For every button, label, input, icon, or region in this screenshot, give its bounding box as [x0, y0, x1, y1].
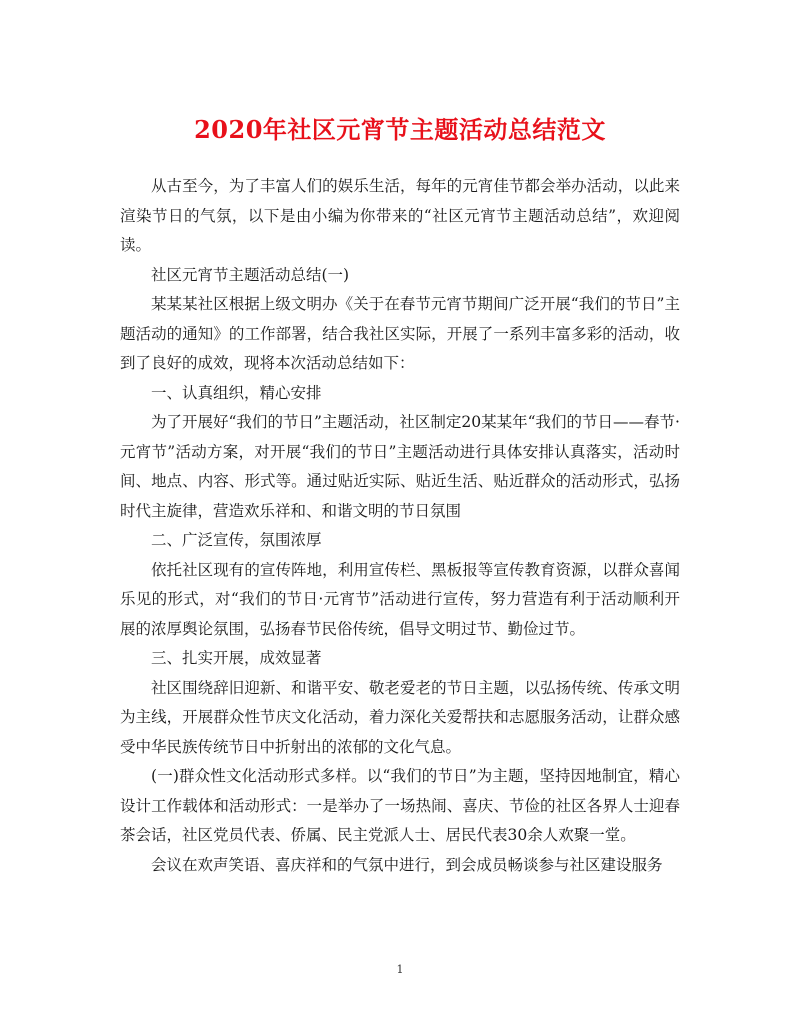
- paragraph-organize: 为了开展好“我们的节日”主题活动，社区制定20某某年“我们的节日——春节·元宵节”活动方案，对开展“我们的节日”主题活动进行具体安排认真落实，活动时间、地点、内容、形式等。通过贴近实际、贴近生活、贴近群众的活动形式，弘扬时代主旋律，营造欢乐祥和、和谐文明的节日氛围: [120, 413, 680, 520]
- paragraph-overview: 某某某社区根据上级文明办《关于在春节元宵节期间广泛开展“我们的节日”主题活动的通知》的工作部署，结合我社区实际，开展了一系列丰富多彩的活动，收到了良好的成效，现将本次活动总结如下：: [120, 295, 680, 372]
- paragraph-heading-organize: 一、认真组织，精心安排: [151, 383, 322, 402]
- document-body: [120, 172, 680, 880]
- paragraph-meeting: 会议在欢声笑语、喜庆祥和的气氛中进行，到会成员畅谈参与社区建设服务: [151, 855, 663, 874]
- paragraph-heading-results: 三、扎实开展，成效显著: [151, 649, 322, 667]
- paragraph-heading-publicity: 二、广泛宣传，氛围浓厚: [151, 531, 322, 549]
- paragraph-heading-summary-1: 社区元宵节主题活动总结(一): [151, 265, 350, 284]
- paragraph-cultural-activities: (一)群众性文化活动形式多样。以“我们的节日”为主题，坚持因地制宜，精心设计工作载体和活动形式：一是举办了一场热闹、喜庆、节俭的社区各界人士迎春茶会话，社区党员代表、侨属、民主党派人士、居民代表30余人欢聚一堂。: [120, 767, 680, 844]
- page-number: 1: [396, 963, 404, 976]
- paragraph-publicity: 依托社区现有的宣传阵地，利用宣传栏、黑板报等宣传教育资源，以群众喜闻乐见的形式，对“我们的节日·元宵节”活动进行宣传，努力营造有利于活动顺利开展的浓厚舆论氛围，弘扬春节民俗传统，倡导文明过节、勤俭过节。: [120, 560, 680, 638]
- document-title: 2020年社区元宵节主题活动总结范文: [194, 115, 606, 144]
- paragraph-results: 社区围绕辞旧迎新、和谐平安、敬老爱老的节日主题，以弘扬传统、传承文明为主线，开展群众性节庆文化活动，着力深化关爱帮扶和志愿服务活动，让群众感受中华民族传统节日中折射出的浓郁的文化气息。: [120, 678, 680, 756]
- paragraph-intro: 从古至今，为了丰富人们的娱乐生活，每年的元宵佳节都会举办活动，以此来渲染节日的气氛，以下是由小编为你带来的“社区元宵节主题活动总结”，欢迎阅读。: [120, 177, 680, 254]
